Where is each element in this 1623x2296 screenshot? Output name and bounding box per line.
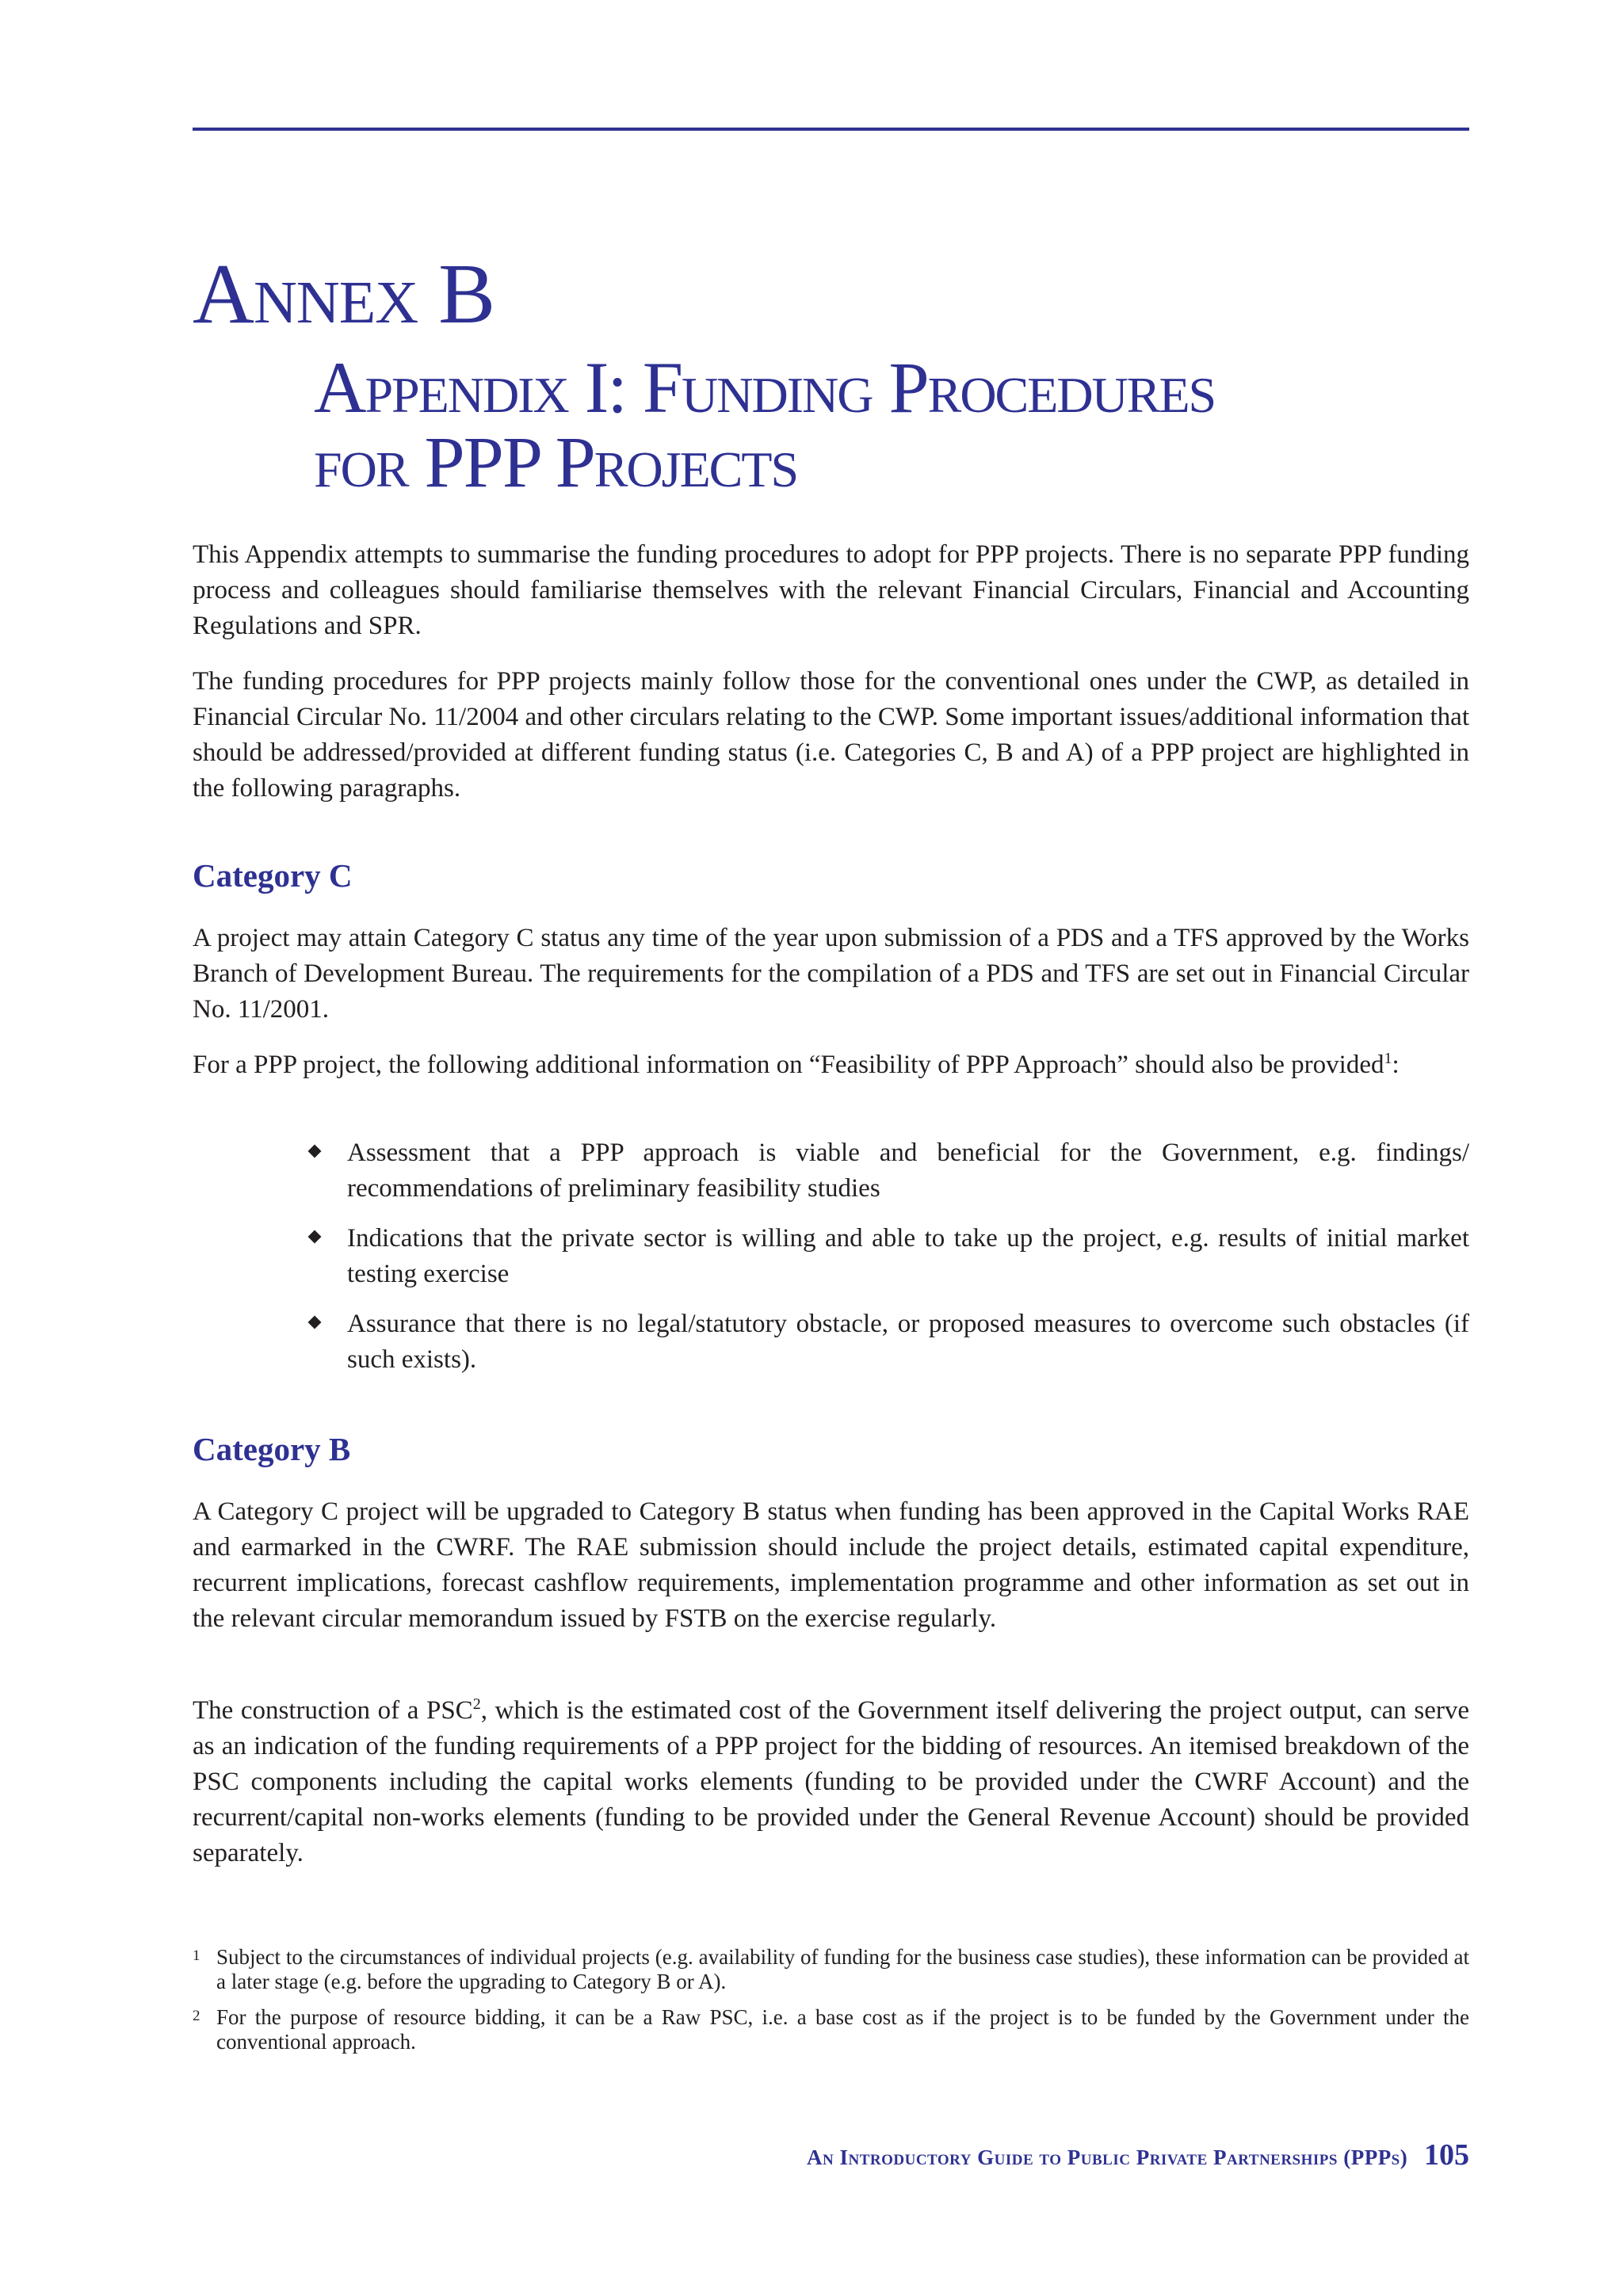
footnote-ref-2: 2	[472, 1695, 481, 1713]
category-b-paragraph-1: A Category C project will be upgraded to Category B status when funding has been approved in the Capital Works RAE and earmarked in the CWRF. The RAE submission should include the project details, estimated capital expenditure, recurrent implications, forecast cashflow requirements, implementation programme and other information as set out in the relevant circular memorandum issued by FSTB on the exercise regularly.	[193, 1497, 1469, 1633]
footnote-number: 2	[193, 2008, 200, 2024]
footnotes	[193, 1945, 1469, 2065]
list-item	[304, 1221, 1469, 1292]
feasibility-bullet-list	[304, 1135, 1469, 1392]
intro-paragraph-2: The funding procedures for PPP projects mainly follow those for the conventional ones under the CWP, as detailed in Financial Circular No. 11/2004 and other circulars relating to the CWP. Some important issues/additional information that should be addressed/provided at different funding status (i.e. Categories C, B and A) of a PPP project are highlighted in the following paragraphs.	[193, 667, 1469, 803]
category-b-paragraph-2	[193, 1693, 1469, 1871]
category-c-heading: Category C	[193, 857, 353, 894]
footnote-number: 1	[193, 1947, 200, 1964]
appendix-title-line-1: Appendix I: Funding Procedures	[314, 347, 1216, 428]
page-footer	[807, 2139, 1469, 2173]
guide-title: An Introductory Guide to Public Private Partnerships (PPPs)	[807, 2145, 1408, 2169]
category-c-paragraph-2-text: For a PPP project, the following additional information on “Feasibility of PPP Approach” should also be provided	[193, 1051, 1384, 1079]
footnote-2	[193, 2005, 1469, 2054]
diamond-bullet-icon	[308, 1230, 322, 1244]
annex-title: Annex B	[193, 247, 495, 341]
page-number: 105	[1424, 2138, 1469, 2172]
list-item	[304, 1135, 1469, 1207]
diamond-bullet-icon	[308, 1145, 322, 1158]
footnote-ref-1: 1	[1384, 1050, 1392, 1067]
footnote-text: Subject to the circumstances of individual projects (e.g. availability of funding for the business case studies), these information can be provided at a later stage (e.g. before the upgrading to Category B or A).	[216, 1945, 1469, 1993]
document-page	[193, 0, 1469, 2296]
category-b-paragraph-2-start: The construction of a PSC	[193, 1696, 473, 1725]
category-c-paragraph-2	[193, 1047, 1469, 1083]
category-c-paragraph-1: A project may attain Category C status any time of the year upon submission of a PDS and a TFS approved by the Works Branch of Development Bureau. The requirements for the compilation of a PDS and TFS are set out in Financial Circular No. 11/2001.	[193, 924, 1469, 1024]
category-c-paragraph-2-end: :	[1392, 1051, 1400, 1079]
diamond-bullet-icon	[308, 1316, 322, 1329]
appendix-title-line-2: for PPP Projects	[314, 421, 798, 502]
bullet-text: Assurance that there is no legal/statutory obstacle, or proposed measures to overcome such obstacles (if such exists).	[347, 1310, 1469, 1374]
list-item	[304, 1306, 1469, 1378]
appendix-title	[314, 347, 1455, 502]
bullet-text: Indications that the private sector is willing and able to take up the project, e.g. results of initial market testing exercise	[347, 1224, 1469, 1288]
top-rule	[193, 128, 1469, 131]
intro-paragraph-1: This Appendix attempts to summarise the funding procedures to adopt for PPP projects. There is no separate PPP funding process and colleagues should familiarise themselves with the relevant Financial Circulars, Financial and Accounting Regulations and SPR.	[193, 540, 1469, 640]
footnote-text: For the purpose of resource bidding, it can be a Raw PSC, i.e. a base cost as if the project is to be funded by the Government under the conventional approach.	[216, 2005, 1469, 2054]
footnote-1	[193, 1945, 1469, 1994]
bullet-text: Assessment that a PPP approach is viable and beneficial for the Government, e.g. findings/ recommendations of preliminary feasibility studies	[347, 1138, 1469, 1203]
category-b-paragraph-2-rest: , which is the estimated cost of the Government itself delivering the project output, can serve as an indication of the funding requirements of a PPP project for the bidding of resources. An itemised breakdown of the PSC components including the capital works elements (funding to be provided under the CWRF Account) and the recurrent/capital non-works elements (funding to be provided under the General Revenue Account) should be provided separately.	[193, 1696, 1469, 1867]
category-b-heading: Category B	[193, 1431, 351, 1467]
